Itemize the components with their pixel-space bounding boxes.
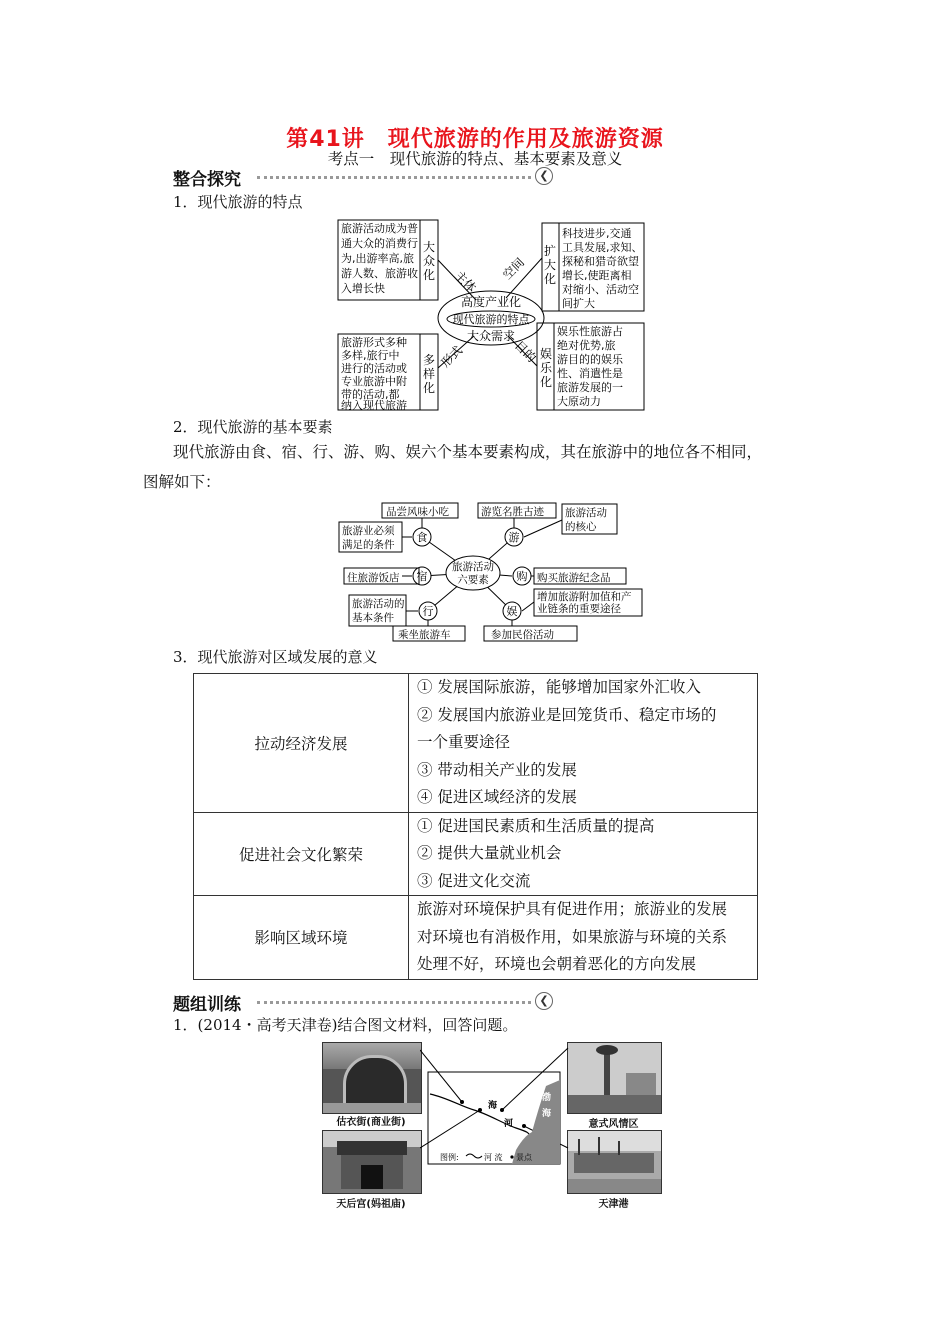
center-bottom: 大众需求 xyxy=(466,329,516,343)
line: ④ 促进区域经济的发展 xyxy=(417,788,577,806)
caption-tianjin-port: 天津港 xyxy=(598,1199,629,1210)
line: ① 促进国民素质和生活质量的提高 xyxy=(417,816,655,835)
row-value xyxy=(409,674,758,813)
exercise-q1: 1．(2014・高考天津卷)结合图文材料，回答问题。 xyxy=(173,1016,518,1034)
link-form: 形式 xyxy=(438,343,466,371)
row-value xyxy=(409,812,758,896)
photo-tianhou-palace xyxy=(322,1130,422,1194)
line: ② 提供大量就业机会 xyxy=(417,844,562,862)
xing-bottom: 乘坐旅游车 xyxy=(398,629,451,641)
river-label-2: 河 xyxy=(504,1119,514,1129)
bl-text-0: 旅游形式多种 xyxy=(341,336,407,349)
br-tag-2: 化 xyxy=(540,375,553,389)
you-top: 游览名胜古迹 xyxy=(481,506,544,518)
table-row xyxy=(194,812,758,896)
yu-right-1: 业链条的重要途径 xyxy=(537,603,621,615)
caption-tianhou-palace: 天后宫(妈祖庙) xyxy=(336,1199,406,1210)
tr-tag-0: 扩 xyxy=(544,244,557,258)
shi-top: 品尝风味小吃 xyxy=(386,506,449,518)
br-text-3: 性、消遣性是 xyxy=(557,367,623,380)
br-text-1: 绝对优势,旅 xyxy=(557,339,616,352)
tr-tag-2: 化 xyxy=(544,272,557,286)
center-line-0: 旅游活动 xyxy=(452,561,494,573)
section-banner-integrate xyxy=(173,165,553,190)
tr-tag-1: 大 xyxy=(544,258,557,272)
river-label-1: 海 xyxy=(488,1101,498,1111)
bl-tag-2: 化 xyxy=(423,381,436,395)
node-gou: 购 xyxy=(516,570,528,583)
center-top: 高度产业化 xyxy=(460,295,522,309)
elements-body-line1: 现代旅游由食、宿、行、游、购、娱六个基本要素构成，其在旅游中的地位各不相同， xyxy=(173,443,763,461)
link-space: 空间 xyxy=(500,255,528,283)
section-label: 题组训练 xyxy=(173,995,241,1015)
shi-left-0: 旅游业必须 xyxy=(342,525,395,537)
br-text-4: 旅游发展的一 xyxy=(557,381,623,394)
tl-text-3: 游人数、旅游收 xyxy=(341,267,418,280)
tr-text-5: 间扩大 xyxy=(562,297,595,310)
section-banner-exercises xyxy=(173,990,553,1015)
yu-right-0: 增加旅游附加值和产 xyxy=(537,591,632,603)
page-subtitle: 考点一 现代旅游的特点、基本要素及意义 xyxy=(327,150,623,168)
gou-right: 购买旅游纪念品 xyxy=(537,572,611,584)
row-key: 拉动经济发展 xyxy=(194,674,409,813)
line: 对环境也有消极作用，如果旅游与环境的关系 xyxy=(417,927,728,946)
chevron-left-icon: ❮ xyxy=(535,167,553,185)
map-diagram xyxy=(420,1040,570,1170)
heading-elements: 2．现代旅游的基本要素 xyxy=(173,418,333,436)
row-value xyxy=(409,896,758,980)
tr-text-0: 科技进步,交通 xyxy=(562,227,632,240)
heading-features: 1．现代旅游的特点 xyxy=(173,193,303,211)
dotted-divider xyxy=(257,1001,531,1004)
elements-body-line2: 图解如下： xyxy=(143,473,221,491)
sea-label-2: 海 xyxy=(542,1109,552,1119)
spot-marker xyxy=(460,1100,464,1104)
line: 处理不好，环境也会朝着恶化的方向发展 xyxy=(417,955,697,973)
center-mid: 现代旅游的特点 xyxy=(452,313,530,326)
photo-guyi-street xyxy=(322,1042,422,1114)
heading-significance: 3．现代旅游对区域发展的意义 xyxy=(173,648,378,666)
you-right-1: 的核心 xyxy=(565,521,597,533)
br-text-0: 娱乐性旅游占 xyxy=(557,325,623,338)
tl-text-0: 旅游活动成为普 xyxy=(341,222,418,235)
tr-text-1: 工具发展,求知、 xyxy=(562,241,643,254)
dotted-divider xyxy=(257,176,531,179)
legend-spot: 景点 xyxy=(516,1153,532,1162)
bl-text-4: 带的活动,都 xyxy=(341,388,400,401)
node-xing: 行 xyxy=(422,605,434,618)
sea-label-1: 渤 xyxy=(542,1093,552,1103)
legend-spot-icon xyxy=(510,1155,513,1158)
tl-tag-2: 化 xyxy=(423,268,436,282)
br-tag-1: 乐 xyxy=(540,361,553,375)
line: ② 发展国内旅游业是回笼货币、稳定市场的 xyxy=(417,705,717,724)
br-tag-0: 娱 xyxy=(540,347,553,361)
yu-bottom: 参加民俗活动 xyxy=(491,629,554,641)
bl-text-2: 进行的活动或 xyxy=(341,362,407,375)
line: 旅游对环境保护具有促进作用；旅游业的发展 xyxy=(417,900,728,918)
node-yu: 娱 xyxy=(506,605,518,618)
xing-left-0: 旅游活动的 xyxy=(352,598,405,610)
bl-text-5: 纳入现代旅游 xyxy=(341,399,407,412)
tr-text-4: 对缩小、活动空 xyxy=(562,283,639,296)
you-right-0: 旅游活动 xyxy=(565,507,607,519)
node-you: 游 xyxy=(508,531,520,544)
section-label: 整合探究 xyxy=(173,170,241,190)
row-key: 促进社会文化繁荣 xyxy=(194,812,409,896)
photo-italian-style-area xyxy=(567,1042,662,1114)
br-text-5: 大原动力 xyxy=(557,395,601,408)
line: ③ 促进文化交流 xyxy=(417,871,531,890)
tl-text-2: 为,出游率高,旅 xyxy=(341,252,414,265)
bl-text-1: 多样,旅行中 xyxy=(341,349,400,362)
spot-marker xyxy=(500,1108,504,1112)
legend-river-icon xyxy=(466,1154,482,1158)
link-purpose: 目的 xyxy=(511,338,539,366)
bl-tag-1: 样 xyxy=(423,367,436,381)
tr-text-3: 增长,使距离相 xyxy=(562,269,632,282)
bohai-sea xyxy=(512,1080,560,1164)
chevron-left-icon: ❮ xyxy=(535,992,553,1010)
legend-prefix: 图例: xyxy=(440,1153,459,1162)
page-title: 第41讲 现代旅游的作用及旅游资源 xyxy=(286,127,664,152)
tl-tag-0: 大 xyxy=(423,240,436,254)
significance-table xyxy=(193,673,758,980)
center-line-1: 六要素 xyxy=(457,574,489,586)
line: 一个重要途径 xyxy=(417,733,511,751)
node-su: 宿 xyxy=(416,570,428,583)
caption-guyi-street: 估衣街(商业街) xyxy=(336,1117,406,1128)
features-diagram xyxy=(336,218,648,414)
link-subject: 主体 xyxy=(451,268,479,296)
caption-italian-style-area: 意式风情区 xyxy=(588,1119,639,1130)
spot-marker xyxy=(478,1108,482,1112)
bl-text-3: 专业旅游中附 xyxy=(341,375,407,388)
spot-marker xyxy=(522,1124,526,1128)
tl-text-1: 通大众的消费行 xyxy=(341,237,418,250)
tr-text-2: 探秘和猎奇欲望 xyxy=(562,255,639,268)
row-key: 影响区域环境 xyxy=(194,896,409,980)
br-text-2: 游目的的娱乐 xyxy=(557,353,623,366)
su-left: 住旅游饭店 xyxy=(347,572,400,584)
table-row xyxy=(194,674,758,813)
elements-diagram xyxy=(336,500,646,646)
photo-tianjin-port xyxy=(567,1130,662,1194)
node-shi: 食 xyxy=(416,531,428,544)
shi-left-1: 满足的条件 xyxy=(342,539,395,551)
tl-text-4: 入增长快 xyxy=(341,282,385,295)
line: ① 发展国际旅游，能够增加国家外汇收入 xyxy=(417,678,701,696)
line: ③ 带动相关产业的发展 xyxy=(417,760,577,779)
tl-tag-1: 众 xyxy=(423,254,436,268)
table-row xyxy=(194,896,758,980)
legend-river: 河 流 xyxy=(484,1153,503,1162)
bl-tag-0: 多 xyxy=(423,353,436,367)
xing-left-1: 基本条件 xyxy=(352,612,394,624)
